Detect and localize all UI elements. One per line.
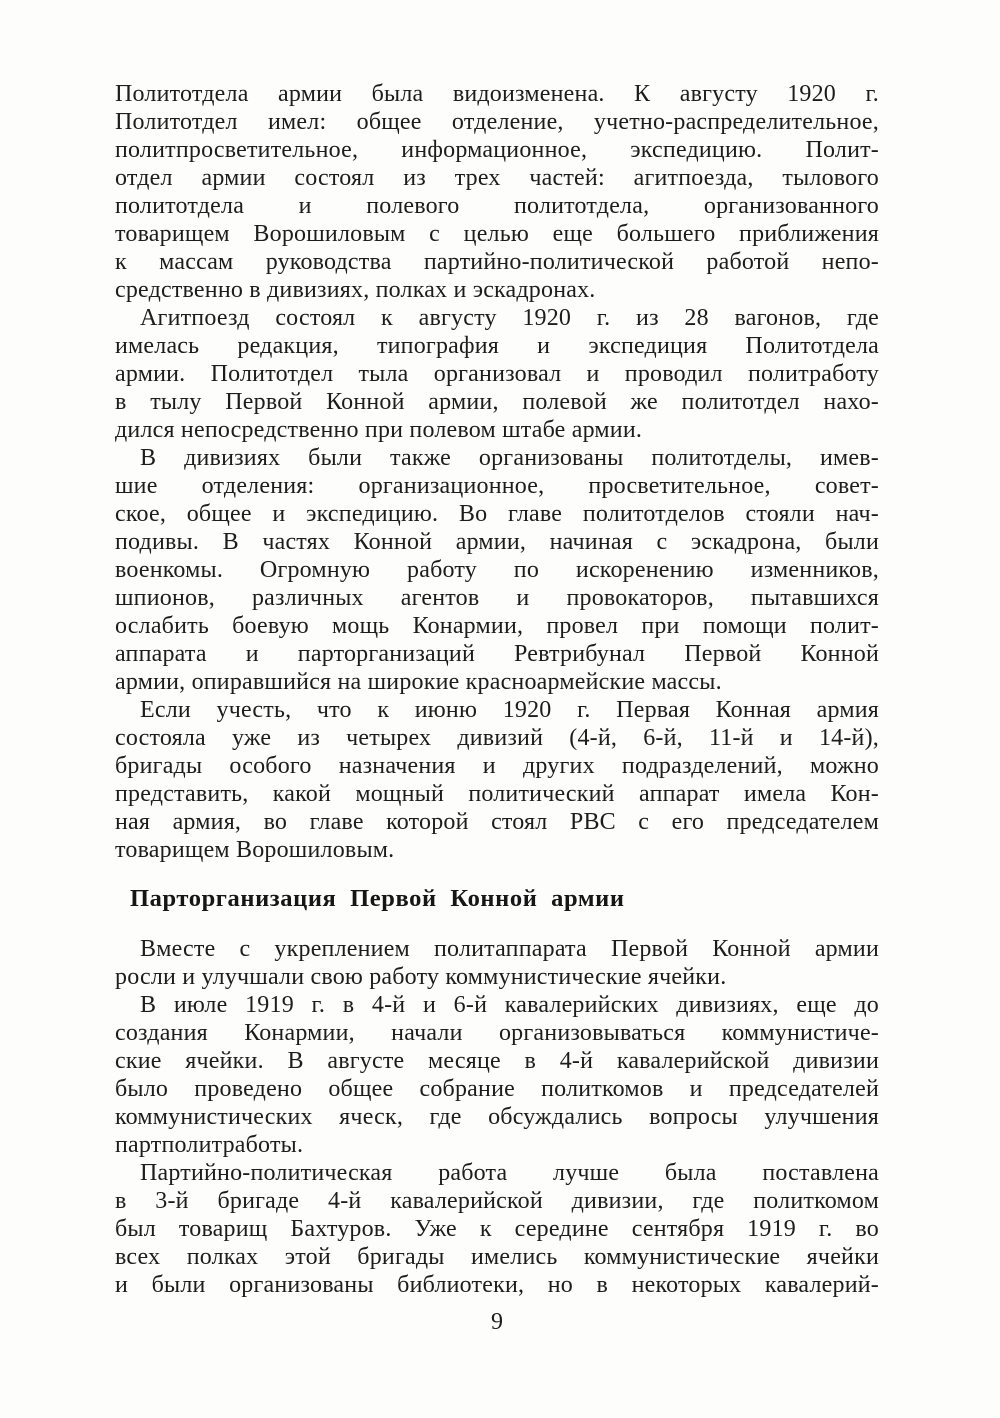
paragraph [115, 80, 879, 304]
text-line: росли и улучшали свою работу коммунистические ячейки. [115, 964, 727, 990]
paragraph [115, 935, 879, 991]
text-line: ная армия, во главе которой стоял РВС с его председателем [115, 809, 879, 835]
text-line: отдел армии состоял из трех частей: агитпоезда, тылового [115, 165, 879, 191]
text-line: Партийно-политическая работа лучше была поставлена [140, 1160, 879, 1186]
text-line: подивы. В частях Конной армии, начиная с эскадрона, были [115, 529, 879, 555]
text-line: В июле 1919 г. в 4-й и 6-й кавалерийских дивизиях, еще до [140, 992, 879, 1018]
paragraph [115, 444, 879, 696]
paragraph [115, 991, 879, 1159]
paragraph [115, 696, 879, 864]
text-line: Вместе с укреплением политаппарата Первой Конной армии [140, 936, 879, 962]
text-line: партполитработы. [115, 1132, 304, 1158]
text-line: ослабить боевую мощь Конармии, провел при помощи полит- [115, 613, 879, 639]
text-line: Если учесть, что к июню 1920 г. Первая Конная армия [140, 697, 879, 723]
text-line: в 3-й бригаде 4-й кавалерийской дивизии, где политкомом [115, 1188, 879, 1214]
text-line: аппарата и парторганизаций Ревтрибунал Первой Конной [115, 641, 879, 667]
text-line: создания Конармии, начали организовываться коммунистиче- [115, 1020, 879, 1046]
text-line: ские ячейки. В августе месяце в 4-й кавалерийской дивизии [115, 1048, 879, 1074]
text-line: В дивизиях были также организованы политотделы, имев- [140, 445, 879, 471]
page-number: 9 [491, 1309, 503, 1335]
text-line: шие отделения: организационное, просветительное, совет- [115, 473, 879, 499]
text-line: в тылу Первой Конной армии, полевой же политотдел нахо- [115, 389, 879, 415]
text-line: политотдела и полевого политотдела, организованного [115, 193, 879, 219]
text-line: было проведено общее собрание политкомов и председателей [115, 1076, 879, 1102]
text-line: армии. Политотдел тыла организовал и проводил политработу [115, 361, 879, 387]
text-line: военкомы. Огромную работу по искоренению изменников, [115, 557, 879, 583]
text-line: всех полках этой бригады имелись коммунистические ячейки [115, 1244, 879, 1270]
text-line: политпросветительное, информационное, экспедицию. Полит- [115, 137, 879, 163]
paragraph [115, 1159, 879, 1299]
text-line: шпионов, различных агентов и провокаторов, пытавшихся [115, 585, 879, 611]
text-line: Политотдела армии была видоизменена. К августу 1920 г. [115, 81, 879, 107]
text-line: коммунистических яческ, где обсуждались вопросы улучшения [115, 1104, 879, 1130]
text-line: был товарищ Бахтуров. Уже к середине сентября 1919 г. во [115, 1216, 879, 1242]
text-line: дился непосредственно при полевом штабе армии. [115, 417, 643, 443]
text-line: представить, какой мощный политический аппарат имела Кон- [115, 781, 879, 807]
text-line: армии, опиравшийся на широкие красноармейские массы. [115, 669, 722, 695]
text-line: к массам руководства партийно-политической работой непо- [115, 249, 879, 275]
text-line: Политотдел имел: общее отделение, учетно-распределительное, [115, 109, 879, 135]
text-line: средственно в дивизиях, полках и эскадронах. [115, 277, 596, 303]
text-line: товарищем Ворошиловым. [115, 837, 395, 863]
text-line: и были организованы библиотеки, но в некоторых кавалерий- [115, 1272, 879, 1298]
section-heading: Парторганизация Первой Конной армии [130, 885, 625, 912]
text-line: имелась редакция, типография и экспедиция Политотдела [115, 333, 879, 359]
text-line: бригады особого назначения и других подразделений, можно [115, 753, 879, 779]
text-line: товарищем Ворошиловым с целью еще большего приближения [115, 221, 879, 247]
text-line: ское, общее и экспедицию. Во главе политотделов стояли нач- [115, 501, 879, 527]
paragraph [115, 304, 879, 444]
text-line: Агитпоезд состоял к августу 1920 г. из 28 вагонов, где [140, 305, 879, 331]
text-column [115, 80, 879, 1299]
text-line: состояла уже из четырех дивизий (4-й, 6-й, 11-й и 14-й), [115, 725, 879, 751]
